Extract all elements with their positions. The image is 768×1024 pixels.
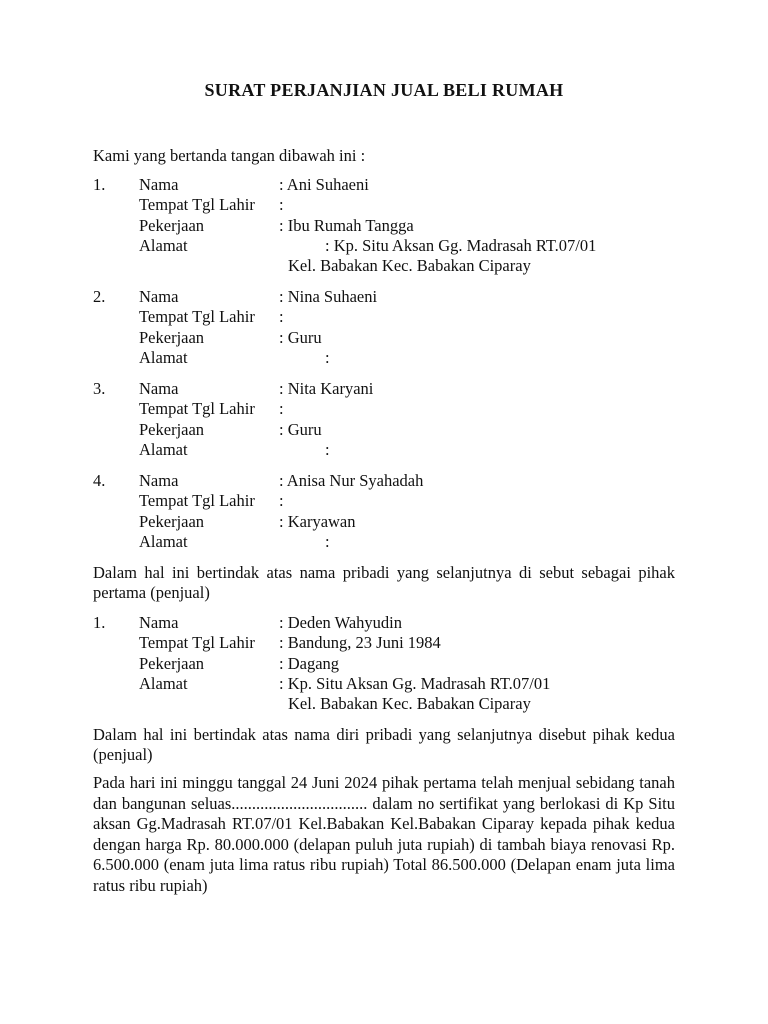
seller-pekerjaan: : Guru — [279, 419, 322, 439]
seller-nama: : Nina Suhaeni — [279, 287, 378, 306]
seller-nama: : Nita Karyani — [279, 379, 374, 398]
pihak-kedua-paragraph: Dalam hal ini bertindak atas nama diri pribadi yang selanjutnya disebut pihak kedua (penjual) — [93, 725, 675, 765]
seller-alamat: : Kp. Situ Aksan Gg. Madrasah RT.07/01 — [325, 235, 597, 255]
buyer — [93, 613, 693, 714]
label-tempat-tgl-lahir: Tempat Tgl Lahir — [139, 491, 255, 511]
buyer-nama: : Deden Wahyudin — [279, 613, 403, 632]
label-nama: Nama — [139, 471, 179, 490]
seller-number: 1. — [93, 175, 106, 194]
seller-tempat-tgl-lahir: : — [279, 491, 284, 511]
document-title: SURAT PERJANJIAN JUAL BELI RUMAH — [204, 80, 564, 100]
seller-4 — [93, 471, 693, 552]
seller-tempat-tgl-lahir: : — [279, 399, 284, 419]
seller-nama: : Ani Suhaeni — [279, 175, 369, 194]
label-pekerjaan: Pekerjaan — [139, 215, 205, 235]
seller-1 — [93, 175, 693, 276]
seller-alamat: : — [325, 531, 330, 551]
buyer-number: 1. — [93, 613, 106, 632]
seller-2 — [93, 287, 693, 368]
intro-text: Kami yang bertanda tangan dibawah ini : — [93, 146, 366, 165]
seller-alamat-continued: Kel. Babakan Kec. Babakan Ciparay — [288, 256, 531, 276]
seller-number: 3. — [93, 379, 106, 398]
label-alamat: Alamat — [139, 673, 188, 693]
seller-nama: : Anisa Nur Syahadah — [279, 471, 424, 490]
seller-pekerjaan: : Karyawan — [279, 511, 356, 531]
label-tempat-tgl-lahir: Tempat Tgl Lahir — [139, 195, 255, 215]
label-alamat: Alamat — [139, 347, 188, 367]
label-nama: Nama — [139, 175, 179, 194]
buyer-tempat-tgl-lahir: : Bandung, 23 Juni 1984 — [279, 633, 441, 653]
label-alamat: Alamat — [139, 235, 188, 255]
seller-3 — [93, 379, 693, 460]
seller-number: 2. — [93, 287, 106, 306]
label-tempat-tgl-lahir: Tempat Tgl Lahir — [139, 633, 255, 653]
seller-pekerjaan: : Guru — [279, 327, 322, 347]
label-alamat: Alamat — [139, 531, 188, 551]
buyer-alamat: : Kp. Situ Aksan Gg. Madrasah RT.07/01 — [279, 673, 551, 693]
label-pekerjaan: Pekerjaan — [139, 511, 205, 531]
label-nama: Nama — [139, 379, 179, 398]
label-nama: Nama — [139, 613, 179, 632]
agreement-paragraph: Pada hari ini minggu tanggal 24 Juni 2024 pihak pertama telah menjual sebidang tanah dan bangunan seluas................................. dalam no sertifikat yang berlokasi di Kp Situ aksan Gg.Madrasah RT.07/01 Kel.Babakan Kel.Babakan Ciparay kepada pihak kedua dengan harga Rp. 80.000.000 (delapan puluh juta rupiah) di tambah biaya renovasi Rp. 6.500.000 (enam juta lima ratus ribu rupiah) Total 86.500.000 (Delapan enam juta lima ratus ribu rupiah) — [93, 773, 675, 895]
seller-tempat-tgl-lahir: : — [279, 195, 284, 215]
seller-tempat-tgl-lahir: : — [279, 307, 284, 327]
buyer-alamat-continued: Kel. Babakan Kec. Babakan Ciparay — [288, 694, 531, 714]
seller-number: 4. — [93, 471, 106, 490]
seller-alamat: : — [325, 347, 330, 367]
seller-alamat: : — [325, 439, 330, 459]
seller-pekerjaan: : Ibu Rumah Tangga — [279, 215, 414, 235]
label-nama: Nama — [139, 287, 179, 306]
label-alamat: Alamat — [139, 439, 188, 459]
pihak-pertama-paragraph: Dalam hal ini bertindak atas nama pribadi yang selanjutnya di sebut sebagai pihak pertama (penjual) — [93, 563, 675, 603]
label-pekerjaan: Pekerjaan — [139, 327, 205, 347]
label-tempat-tgl-lahir: Tempat Tgl Lahir — [139, 307, 255, 327]
label-pekerjaan: Pekerjaan — [139, 419, 205, 439]
label-tempat-tgl-lahir: Tempat Tgl Lahir — [139, 399, 255, 419]
label-pekerjaan: Pekerjaan — [139, 653, 205, 673]
buyer-pekerjaan: : Dagang — [279, 653, 340, 673]
